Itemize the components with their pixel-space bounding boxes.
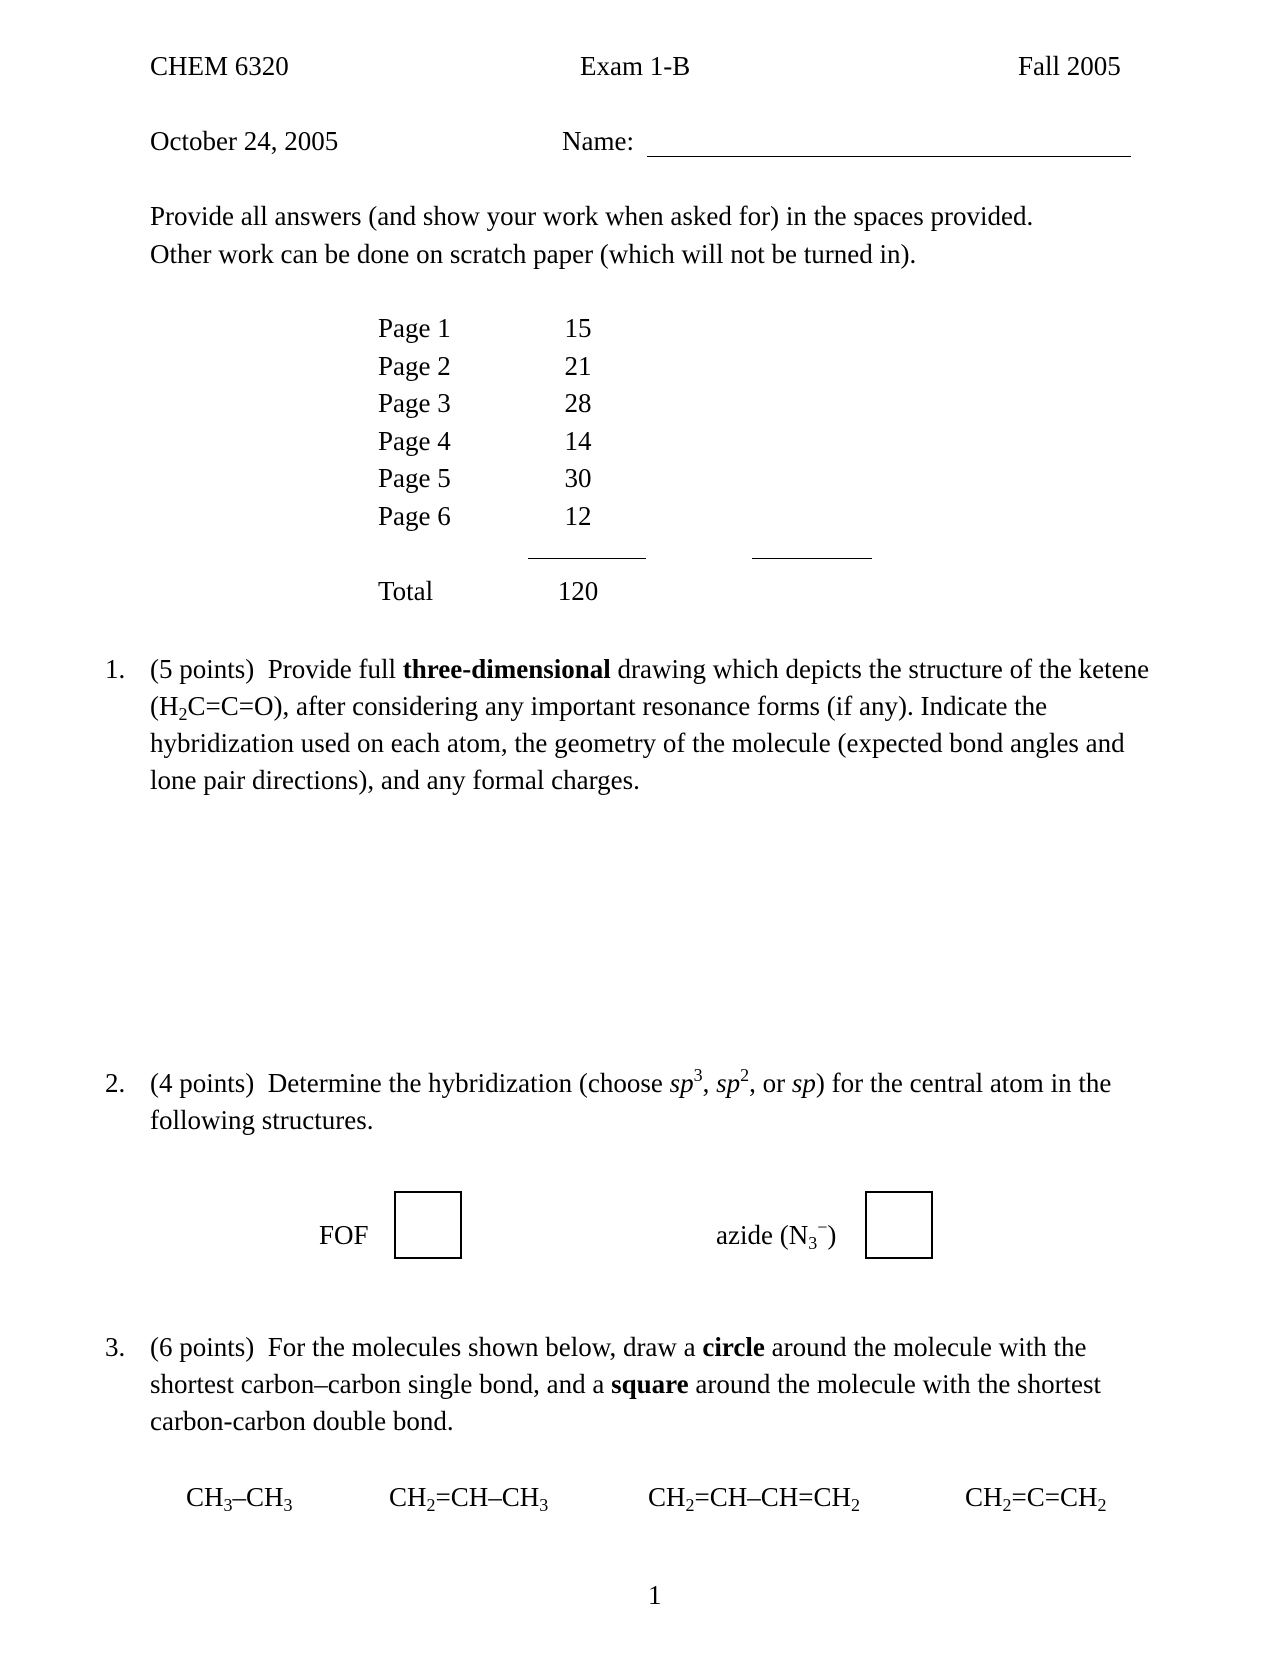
question-3-text-b: around the molecule with the shortest carbon–carbon single bond, and a bbox=[150, 1332, 1087, 1399]
question-1-text bbox=[150, 651, 1160, 799]
azide-answer-box[interactable] bbox=[865, 1191, 933, 1259]
course-code: CHEM 6320 bbox=[150, 51, 289, 81]
formula-part: CH bbox=[186, 1482, 224, 1512]
question-1-text-b: drawing which depicts the structure of the ketene (H bbox=[150, 654, 1150, 721]
molecule-butadiene[interactable] bbox=[648, 1482, 860, 1515]
separator: , bbox=[702, 1068, 710, 1098]
sp-base: sp bbox=[791, 1068, 816, 1098]
score-row-label: Page 5 bbox=[378, 463, 451, 493]
question-3-number: 3. bbox=[105, 1332, 126, 1362]
azide-text: azide (N bbox=[716, 1220, 809, 1250]
question-3-emphasis-circle: circle bbox=[702, 1332, 765, 1362]
page-number: 1 bbox=[648, 1580, 662, 1610]
question-1-number: 1. bbox=[105, 654, 126, 684]
formula-part: –CH bbox=[232, 1482, 284, 1512]
question-2-points: (4 points) bbox=[150, 1068, 255, 1098]
formula-subscript: 3 bbox=[283, 1495, 293, 1515]
question-1-text-c: C=C=O), after considering any important resonance forms (if any). Indicate the hybridization used on each atom, the geometry of the molecule (expected bond angles and lone pair directions), and any formal charges. bbox=[150, 691, 1125, 795]
exam-title: Exam 1-B bbox=[580, 51, 691, 81]
name-label: Name: bbox=[562, 126, 634, 156]
formula-part: CH bbox=[389, 1482, 427, 1512]
formula-part: =C=CH bbox=[1011, 1482, 1098, 1512]
score-row-points: 21 bbox=[564, 351, 592, 381]
instructions-line-2: Other work can be done on scratch paper (which will not be turned in). bbox=[150, 239, 917, 269]
formula-part: CH bbox=[648, 1482, 686, 1512]
score-row-label: Page 1 bbox=[378, 313, 451, 343]
score-total-blank[interactable] bbox=[752, 558, 872, 559]
question-3-text-a: For the molecules shown below, draw a bbox=[267, 1332, 696, 1362]
molecule-ethane[interactable] bbox=[186, 1482, 293, 1515]
formula-subscript: 2 bbox=[685, 1495, 695, 1515]
score-row-label: Page 6 bbox=[378, 501, 451, 531]
formula-subscript: 2 bbox=[1002, 1495, 1012, 1515]
formula-subscript: 2 bbox=[851, 1495, 860, 1515]
formula-subscript: 2 bbox=[1097, 1495, 1107, 1515]
question-1-text-a: Provide full bbox=[267, 654, 396, 684]
sp3-exponent: 3 bbox=[693, 1065, 703, 1085]
question-3-text bbox=[150, 1329, 1160, 1440]
exam-date: October 24, 2005 bbox=[150, 126, 339, 156]
formula-subscript: 3 bbox=[539, 1495, 549, 1515]
sp2-exponent: 2 bbox=[740, 1065, 750, 1085]
score-row-points: 12 bbox=[564, 501, 592, 531]
score-row-label: Page 3 bbox=[378, 388, 451, 418]
fof-answer-box[interactable] bbox=[394, 1191, 462, 1259]
molecule-propene[interactable] bbox=[389, 1482, 549, 1515]
azide-charge: − bbox=[817, 1217, 828, 1237]
question-1-subscript: 2 bbox=[178, 704, 188, 724]
question-1-points: (5 points) bbox=[150, 654, 255, 684]
molecule-allene[interactable] bbox=[965, 1482, 1107, 1515]
sp2-base: sp bbox=[716, 1068, 741, 1098]
question-2-number: 2. bbox=[105, 1068, 126, 1098]
score-row-points: 15 bbox=[564, 313, 592, 343]
formula-subscript: 3 bbox=[223, 1495, 233, 1515]
total-points: 120 bbox=[557, 576, 599, 606]
total-label: Total bbox=[378, 576, 434, 606]
score-row-points: 30 bbox=[564, 463, 592, 493]
formula-subscript: 2 bbox=[426, 1495, 436, 1515]
question-3-text-c: around the molecule with the shortest carbon-carbon double bond. bbox=[150, 1369, 1102, 1436]
formula-part: =CH–CH bbox=[435, 1482, 540, 1512]
azide-close: ) bbox=[827, 1220, 837, 1250]
term: Fall 2005 bbox=[1018, 51, 1121, 81]
formula-part: =CH–CH=CH bbox=[694, 1482, 851, 1512]
instructions-line-1: Provide all answers (and show your work when asked for) in the spaces provided. bbox=[150, 201, 1034, 231]
points-total-rule bbox=[528, 558, 646, 559]
question-2-text bbox=[150, 1065, 1160, 1139]
azide-label bbox=[716, 1217, 837, 1253]
question-3-points: (6 points) bbox=[150, 1332, 255, 1362]
name-blank-line[interactable] bbox=[647, 156, 1131, 157]
score-row-points: 28 bbox=[564, 388, 592, 418]
formula-part: CH bbox=[965, 1482, 1003, 1512]
score-row-label: Page 2 bbox=[378, 351, 451, 381]
separator: , or bbox=[749, 1068, 786, 1098]
fof-label: FOF bbox=[319, 1220, 369, 1250]
question-2-text-b: ) for the central atom in the following structures. bbox=[150, 1068, 1112, 1135]
question-1-emphasis: three-dimensional bbox=[402, 654, 611, 684]
azide-subscript: 3 bbox=[808, 1233, 818, 1253]
question-3-emphasis-square: square bbox=[611, 1369, 689, 1399]
score-row-label: Page 4 bbox=[378, 426, 451, 456]
question-2-text-a: Determine the hybridization (choose bbox=[267, 1068, 663, 1098]
sp3-base: sp bbox=[669, 1068, 694, 1098]
score-row-points: 14 bbox=[564, 426, 592, 456]
